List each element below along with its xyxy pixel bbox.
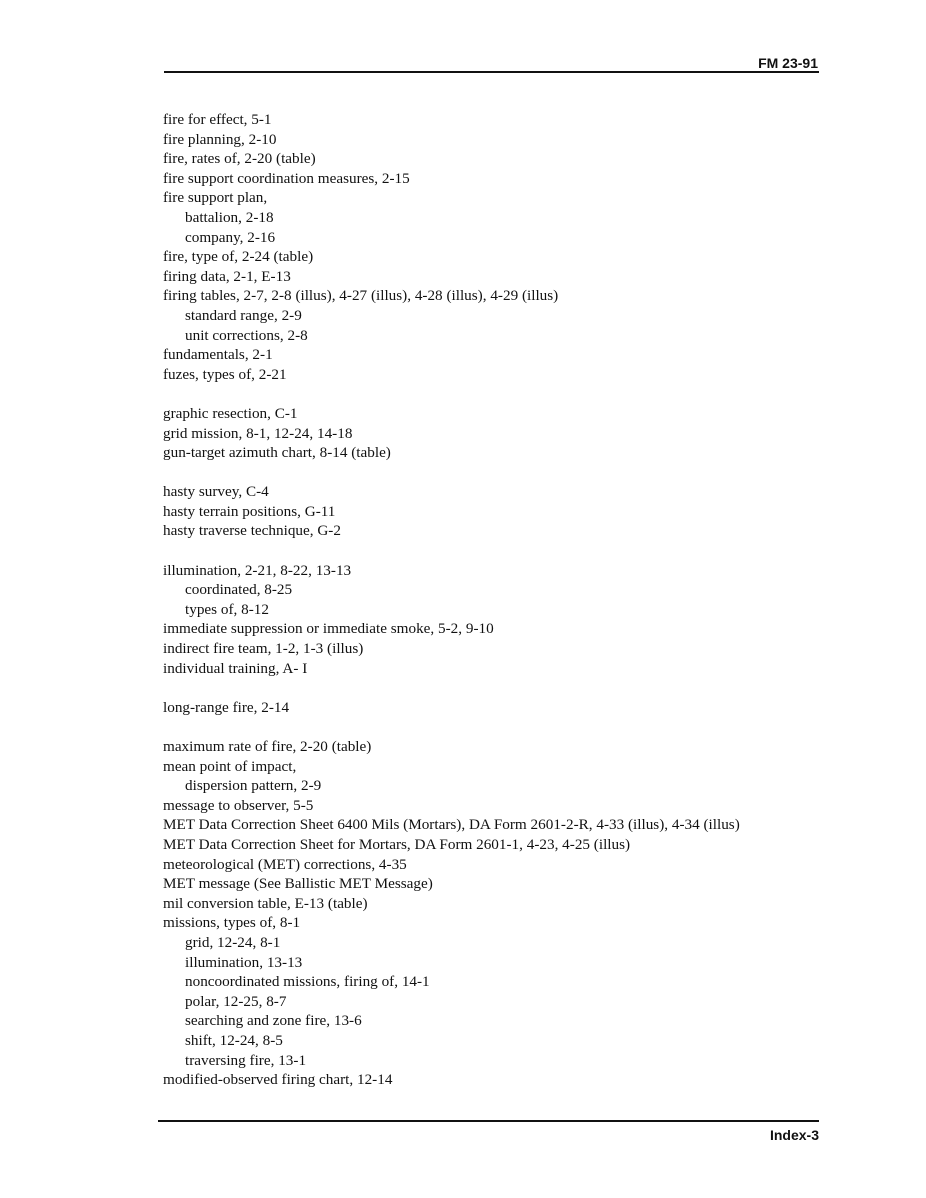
index-entry: indirect fire team, 1-2, 1-3 (illus) xyxy=(163,640,364,658)
index-subentry: types of, 8-12 xyxy=(185,600,269,618)
index-entry: illumination, 2-21, 8-22, 13-13 xyxy=(163,561,352,579)
index-entry: firing tables, 2-7, 2-8 (illus), 4-27 (illus), 4-28 (illus), 4-29 (illus) xyxy=(163,287,559,305)
index-entry: hasty terrain positions, G-11 xyxy=(163,502,336,520)
index-subentry: company, 2-16 xyxy=(185,228,276,246)
index-subentry: standard range, 2-9 xyxy=(185,306,302,324)
index-entry: missions, types of, 8-1 xyxy=(163,914,301,932)
index-subentry: shift, 12-24, 8-5 xyxy=(185,1031,283,1049)
index-entry: fire, rates of, 2-20 (table) xyxy=(163,150,316,168)
index-entry: mil conversion table, E-13 (table) xyxy=(163,894,368,912)
index-subentry: grid, 12-24, 8-1 xyxy=(185,933,281,951)
group-spacer xyxy=(163,463,823,483)
group-spacer xyxy=(163,384,823,404)
index-entry: MET Data Correction Sheet 6400 Mils (Mortars), DA Form 2601-2-R, 4-33 (illus), 4-34 (illus) xyxy=(163,816,740,834)
index-entry: fire for effect, 5-1 xyxy=(163,111,272,128)
index-subentry: traversing fire, 13-1 xyxy=(185,1051,307,1069)
index-subentry: noncoordinated missions, firing of, 14-1 xyxy=(185,973,430,991)
index-entry: hasty traverse technique, G-2 xyxy=(163,522,341,540)
index-entry: graphic resection, C-1 xyxy=(163,404,298,422)
footer-rule xyxy=(158,1120,819,1122)
index-entry: grid mission, 8-1, 12-24, 14-18 xyxy=(163,424,353,442)
document-id: FM 23-91 xyxy=(758,55,818,71)
index-subentry: illumination, 13-13 xyxy=(185,953,303,971)
index-entry: firing data, 2-1, E-13 xyxy=(163,267,291,285)
index-entry: mean point of impact, xyxy=(163,757,297,775)
index-entry: MET message (See Ballistic MET Message) xyxy=(163,875,433,893)
page-number: Index-3 xyxy=(769,1127,819,1143)
index-entry: message to observer, 5-5 xyxy=(163,796,314,814)
index-list xyxy=(163,110,823,1090)
header-rule xyxy=(164,71,819,73)
index-entry: fire, type of, 2-24 (table) xyxy=(163,248,314,266)
index-entry: hasty survey, C-4 xyxy=(163,483,269,501)
group-spacer xyxy=(163,717,823,737)
index-entry: fuzes, types of, 2-21 xyxy=(163,365,287,383)
index-entry: immediate suppression or immediate smoke, 5-2, 9-10 xyxy=(163,620,494,638)
index-entry: maximum rate of fire, 2-20 (table) xyxy=(163,738,372,755)
index-entry: fire support plan, xyxy=(163,189,268,207)
index-entry: individual training, A- I xyxy=(163,659,308,677)
index-entry: gun-target azimuth chart, 8-14 (table) xyxy=(163,444,391,462)
group-spacer xyxy=(163,541,823,561)
index-entry: modified-observed firing chart, 12-14 xyxy=(163,1071,393,1089)
index-entry: meteorological (MET) corrections, 4-35 xyxy=(163,855,407,873)
index-entry: fundamentals, 2-1 xyxy=(163,346,273,364)
index-subentry: dispersion pattern, 2-9 xyxy=(185,777,322,795)
index-entry: fire support coordination measures, 2-15 xyxy=(163,169,410,187)
index-subentry: battalion, 2-18 xyxy=(185,208,274,226)
index-subentry: polar, 12-25, 8-7 xyxy=(185,992,287,1010)
index-subentry: unit corrections, 2-8 xyxy=(185,326,308,344)
index-subentry: searching and zone fire, 13-6 xyxy=(185,1012,362,1030)
index-entry: long-range fire, 2-14 xyxy=(163,698,290,716)
index-entry: MET Data Correction Sheet for Mortars, DA Form 2601-1, 4-23, 4-25 (illus) xyxy=(163,835,631,853)
index-subentry: coordinated, 8-25 xyxy=(185,581,293,599)
index-entry: fire planning, 2-10 xyxy=(163,130,277,148)
group-spacer xyxy=(163,678,823,698)
